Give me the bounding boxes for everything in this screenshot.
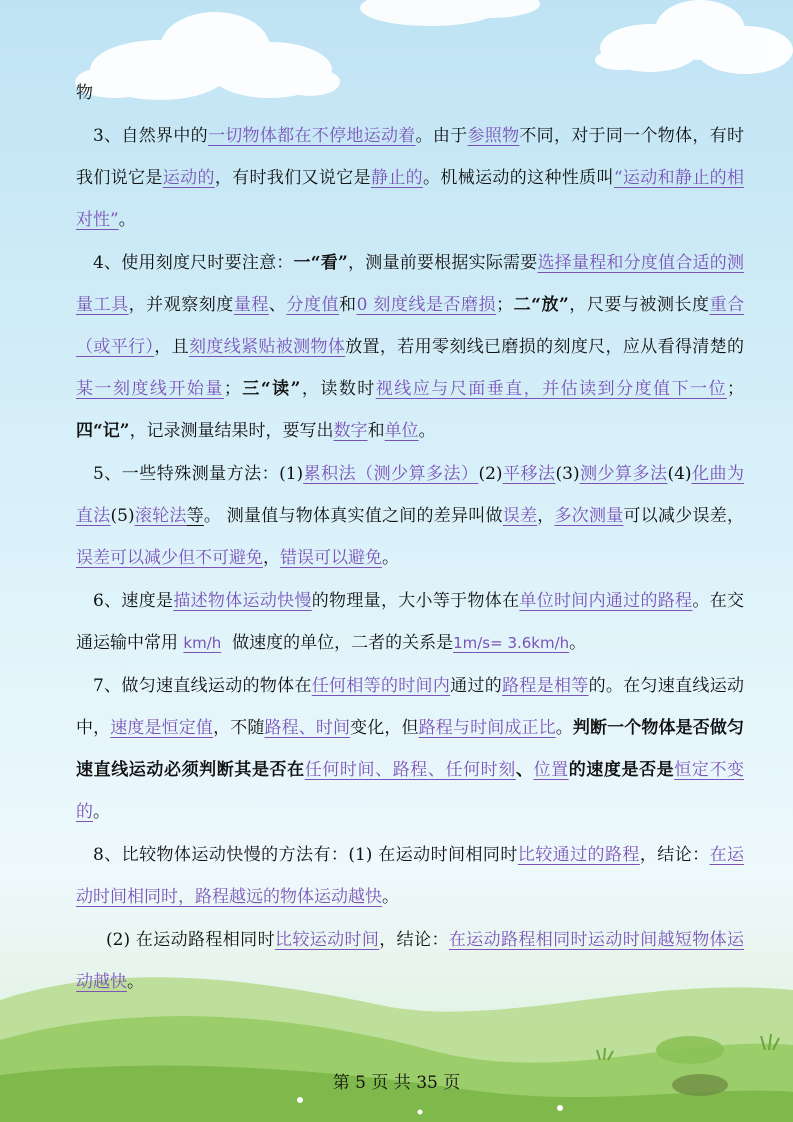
paragraph-lead	[76, 72, 744, 114]
cloud-right-icon	[595, 0, 793, 74]
text: 放置，若用零刻线已磨损的刻度尺，应从看得清楚的	[345, 337, 745, 357]
bold-text: 的速度是否是	[568, 760, 675, 780]
cloud-top-icon	[360, 0, 540, 26]
text: ，记录测量结果时，要写出	[129, 421, 334, 441]
answer: 1m/s= 3.6km/h	[453, 634, 570, 652]
answer: 视线应与尺面垂直，并估读到分度值下一位	[375, 379, 727, 399]
answer: 数字	[333, 421, 368, 441]
text: ，并观察刻度	[128, 295, 234, 315]
answer: 误差可以减少但不可避免	[76, 548, 263, 568]
text: (4)	[667, 464, 692, 484]
answer: km/h	[183, 634, 222, 652]
text: 。	[418, 421, 436, 441]
text: (2)	[478, 464, 503, 484]
answer: 错误可以避免	[280, 548, 382, 568]
answer: 恒定不变的	[76, 760, 745, 822]
text: 。由于	[415, 126, 468, 146]
answer: “运动和静止的相对性”	[76, 168, 745, 230]
text: 。	[555, 718, 573, 738]
answer: 路程是相等	[502, 676, 589, 696]
paragraph-5	[76, 453, 744, 579]
text: 5、一些特殊测量方法：(1)	[93, 464, 304, 484]
answer: 滚轮法	[134, 506, 187, 526]
text: 做速度的单位，二者的关系是	[232, 633, 454, 653]
answer: 在运动路程相同时运动时间越短物体运动越快	[76, 930, 745, 992]
bold-text: 一“看”	[293, 253, 348, 273]
answer: 累积法（测少算多法）	[303, 464, 479, 484]
page-number: 第 5 页 共 35 页	[332, 1073, 461, 1093]
answer: 位置	[533, 760, 569, 780]
text: 的物理量，大小等于物体在	[311, 591, 520, 611]
paragraph-6	[76, 580, 744, 664]
answer: 参照物	[467, 126, 520, 146]
answer: 误差	[502, 506, 538, 526]
text: (2) 在运动路程相同时	[106, 930, 275, 950]
text: 。在交通运输中常用	[76, 591, 745, 653]
text: ，	[537, 506, 555, 526]
text: 。 测量值与物体真实值之间的差异叫做	[203, 506, 503, 526]
answer: 选择量程和分度值合适的测量工具	[76, 253, 745, 315]
text: ，	[263, 548, 280, 568]
bold-text: 判断一个物体是否做匀速直线运动必须判断其是否在	[76, 718, 745, 780]
answer: 刻度线紧贴被测物体	[189, 337, 346, 357]
answer: 单位时间内通过的路程	[519, 591, 693, 611]
text: 。	[569, 633, 587, 653]
text: 。	[93, 802, 110, 822]
answer: 在运动时间相同时，路程越远的物体运动越快	[76, 845, 745, 907]
answer: 平移法	[502, 464, 556, 484]
answer: 运动的	[162, 168, 215, 188]
answer: 速度是恒定值	[110, 718, 214, 738]
text: 变化，但	[350, 718, 419, 738]
text: ，不随	[213, 718, 265, 738]
text: 和	[367, 421, 385, 441]
answer: 比较运动时间	[274, 930, 380, 950]
text: ，读数时	[300, 379, 376, 399]
bold-text: 三“读”	[240, 379, 301, 399]
bold-text: 、	[515, 760, 534, 780]
text: 3、自然界中的	[93, 126, 208, 146]
text: 的。在匀速直线运动中，	[76, 676, 745, 738]
paragraph-3	[76, 115, 744, 241]
text: 和	[339, 295, 357, 315]
text: 。	[127, 972, 144, 992]
text: ，结论：	[379, 930, 449, 950]
text: ，且	[154, 337, 189, 357]
text: 通过的	[450, 676, 503, 696]
answer: 单位	[384, 421, 419, 441]
answer: 分度值	[286, 295, 340, 315]
text: ，有时我们又说它是	[214, 168, 371, 188]
text: ；	[727, 379, 744, 399]
answer: 路程与时间成正比	[418, 718, 556, 738]
answer: 重合（或平行）	[76, 295, 745, 357]
answer: 量程	[233, 295, 269, 315]
lead-text: 物	[76, 83, 93, 103]
paragraph-7	[76, 665, 744, 833]
answer: 0 刻度线是否磨损	[356, 295, 497, 315]
text: 。	[382, 548, 399, 568]
bush-icon	[656, 1036, 724, 1064]
text: 4、使用刻度尺时要注意：	[93, 253, 294, 273]
text: ，尺要与被测长度	[568, 295, 710, 315]
bold-text: 二“放”	[513, 295, 569, 315]
text: (3)	[555, 464, 580, 484]
answer: 一切物体都在不停地运动着	[207, 126, 416, 146]
text: 。机械运动的这种性质叫	[423, 168, 614, 188]
answer: 多次测量	[554, 506, 624, 526]
answer: 路程、时间	[264, 718, 351, 738]
answer: 静止的	[370, 168, 424, 188]
answer: 某一刻度线开始量	[76, 379, 224, 399]
answer: 任何相等的时间内	[311, 676, 451, 696]
text: 。	[382, 887, 399, 907]
text: 6、速度是	[93, 591, 174, 611]
paragraph-4	[76, 242, 744, 452]
text: ，测量前要根据实际需要	[347, 253, 538, 273]
answer: 任何时间、路程、任何时刻	[304, 760, 516, 780]
paragraph-8b	[76, 919, 744, 1003]
text: ，结论：	[639, 845, 710, 865]
text: 可以减少误差，	[623, 506, 744, 526]
text: ；	[496, 295, 514, 315]
text: 8、比较物体运动快慢的方法有：(1) 在运动时间相同时	[93, 845, 518, 865]
text: 不同，对于同一个物体，有时我们说它是	[76, 126, 744, 188]
text: 。	[118, 210, 136, 230]
answer: 比较通过的路程	[517, 845, 640, 865]
document-body	[76, 72, 744, 1003]
answer: 测少算多法	[579, 464, 668, 484]
answer: 描述物体运动快慢	[173, 591, 312, 611]
bold-text: 四“记”	[76, 421, 130, 441]
text: 7、做匀速直线运动的物体在	[93, 676, 312, 696]
paragraph-8	[76, 834, 744, 918]
answer: 化曲为直法	[76, 464, 745, 526]
text: 、	[268, 295, 287, 315]
text: (5)	[110, 506, 135, 526]
underlined-text: 等	[186, 506, 204, 526]
text: ；	[223, 379, 241, 399]
